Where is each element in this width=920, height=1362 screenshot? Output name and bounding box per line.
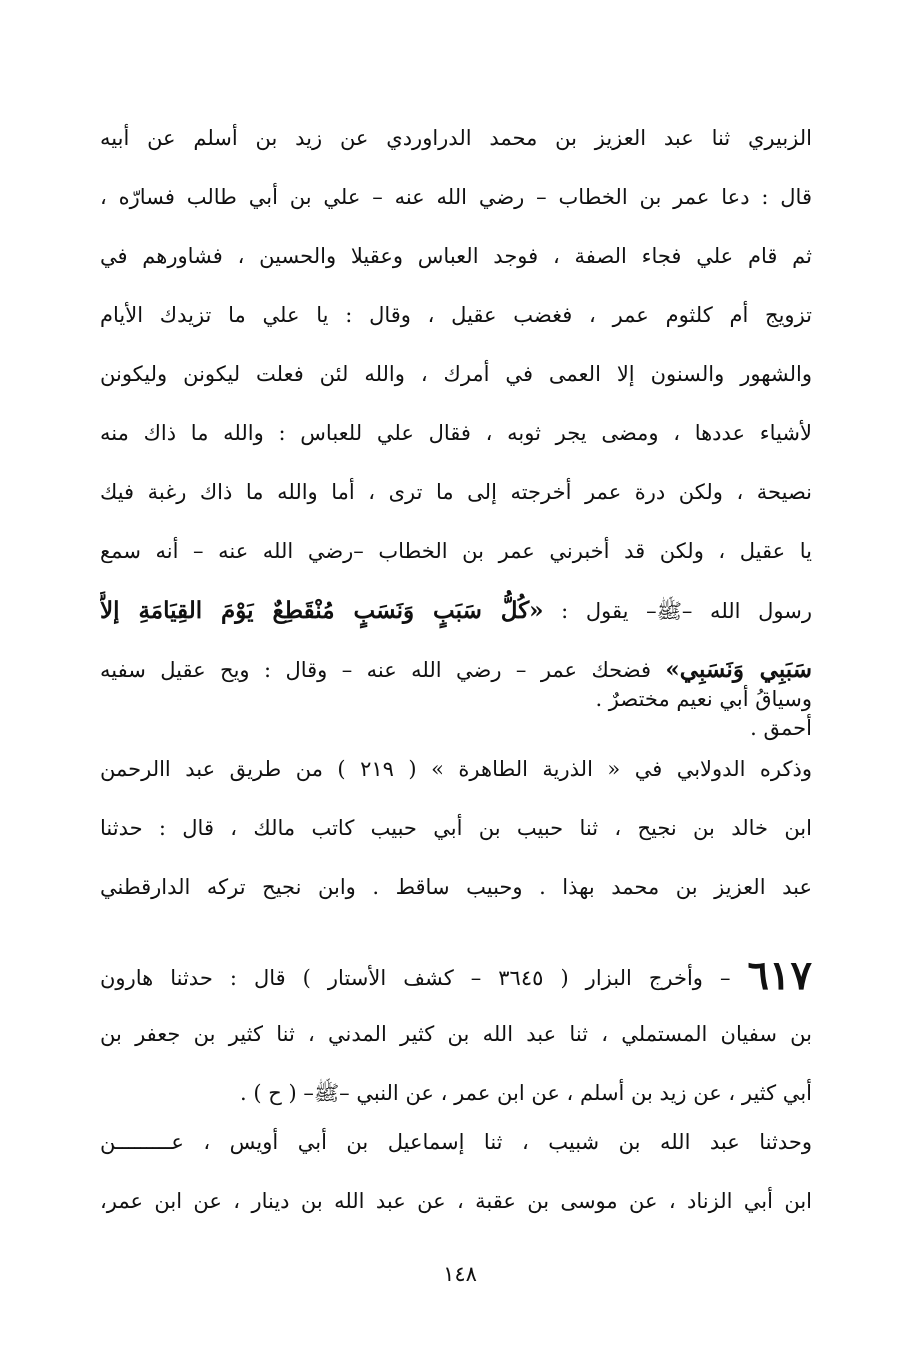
hadith-quote: «كُلُّ سَبَبٍ وَنَسَبٍ مُنْقَطِعٌ يَوْمَ القِيَامَةِ إلاَّ <box>100 597 544 624</box>
text-line: وحدثنا عبد الله بن شبيب ، ثنا إسماعيل بن أبي أويس ، عـــــــــن <box>100 1130 812 1154</box>
text-line: تزويج أم كلثوم عمر ، فغضب عقيل ، وقال : يا علي ما تزيدك الأيام <box>100 303 812 327</box>
text-line: يا عقيل ، ولكن قد أخبرني عمر بن الخطاب –رضي الله عنه – أنه سمع <box>100 539 812 563</box>
entry-617 <box>100 946 812 1123</box>
hadith-line <box>100 581 812 640</box>
text-line: أبي كثير ، عن زيد بن أسلم ، عن ابن عمر ، عن النبي –ﷺ– ( ح ) . <box>240 1081 812 1105</box>
second-chain-paragraph <box>100 1113 812 1231</box>
entry-number: ٦١٧ <box>747 952 812 999</box>
text-line: ابن أبي الزناد ، عن موسى بن عقبة ، عن عبد الله بن دينار ، عن ابن عمر، <box>100 1189 812 1213</box>
hadith-prefix: رسول الله –ﷺ– يقول : <box>561 599 812 623</box>
siyaq-note <box>100 670 812 729</box>
text-line: قال : دعا عمر بن الخطاب – رضي الله عنه – علي بن أبي طالب فسارّه ، <box>100 185 812 209</box>
text-line: الزبيري ثنا عبد العزيز بن محمد الدراوردي عن زيد بن أسلم عن أبيه <box>100 126 812 150</box>
text-line: أحمق . <box>750 716 812 740</box>
text-line: بن سفيان المستملي ، ثنا عبد الله بن كثير المدني ، ثنا كثير بن جعفر بن <box>100 1022 812 1046</box>
text-line: ابن خالد بن نجيح ، ثنا حبيب بن أبي حبيب كاتب مالك ، قال : حدثنا <box>100 816 812 840</box>
narration-paragraph <box>100 109 812 758</box>
text-line: وسياقُ أبي نعيم مختصرٌ . <box>595 687 812 711</box>
text-line: عبد العزيز بن محمد بهذا . وحبيب ساقط . وابن نجيح تركه الدارقطني <box>100 875 812 899</box>
text-line: وذكره الدولابي في « الذرية الطاهرة » ( ٢١٩ ) من طريق عبد االرحمن <box>100 757 812 781</box>
entry-first-line <box>100 946 812 1005</box>
text-line: نصيحة ، ولكن درة عمر أخرجته إلى ما ترى ، أما والله ما ذاك رغبة فيك <box>100 480 812 504</box>
text-line: ثم قام علي فجاء الصفة ، فوجد العباس وعقيلا والحسين ، فشاورهم في <box>100 244 812 268</box>
entry-first-line-text: – وأخرج البزار ( ٣٦٤٥ – كشف الأستار ) قال : حدثنا هارون <box>100 966 731 990</box>
dulabi-paragraph <box>100 740 812 917</box>
hadith-rest: فضحك عمر – رضي الله عنه – وقال : ويح عقيل سفيه <box>100 658 651 682</box>
page-number: ١٤٨ <box>443 1262 477 1286</box>
text-line: والشهور والسنون إلا العمى في أمرك ، والله لئن فعلت ليكونن وليكونن <box>100 362 812 386</box>
text-line: لأشياء عددها ، ومضى يجر ثوبه ، فقال علي للعباس : والله ما ذاك منه <box>100 421 812 445</box>
hadith-quote-end: سَبَبِي وَنَسَبِي» <box>665 656 812 683</box>
